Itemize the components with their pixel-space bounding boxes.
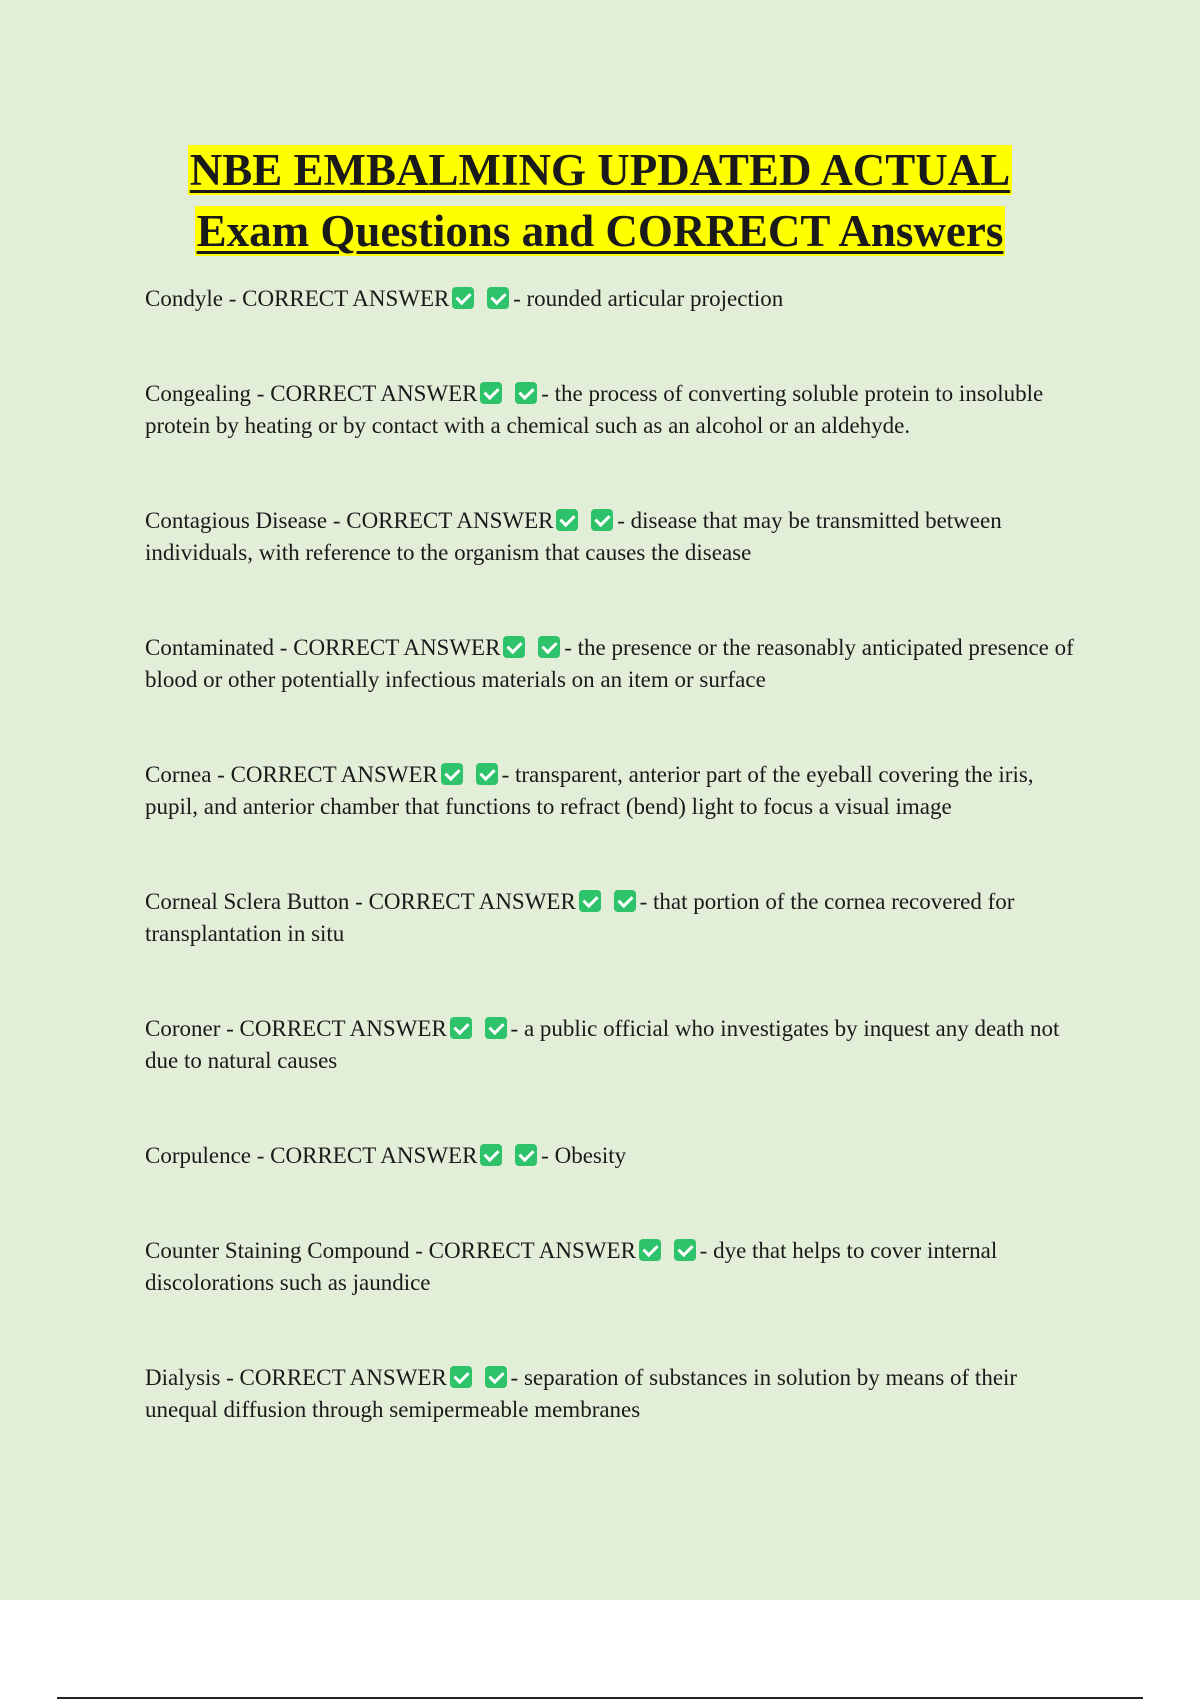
green-checkbox-check-icon	[485, 1017, 507, 1039]
entry-counter-staining-compound	[145, 1235, 1090, 1299]
green-checkbox-check-icon	[503, 636, 525, 658]
entry-definition: - separation of substances in solution by means of their unequal diffusion through semipermeable membranes	[145, 1365, 1018, 1422]
footer-divider	[57, 1697, 1143, 1699]
entry-definition: - the process of converting soluble protein to insoluble protein by heating or by contact with a chemical such as an alcohol or an aldehyde.	[145, 381, 1044, 438]
correct-answer-label: - CORRECT ANSWER	[256, 1143, 478, 1168]
entry-coroner	[145, 1013, 1090, 1077]
green-checkbox-check-icon	[674, 1239, 696, 1261]
correct-answer-label: - CORRECT ANSWER	[415, 1238, 636, 1263]
correct-answer-label: - CORRECT ANSWER	[217, 762, 438, 787]
entry-term: Corneal Sclera Button	[145, 889, 350, 914]
green-checkbox-check-icon	[450, 1017, 472, 1039]
green-checkbox-check-icon	[476, 763, 498, 785]
green-checkbox-check-icon	[487, 287, 509, 309]
entry-list	[145, 283, 1090, 1489]
green-checkbox-check-icon	[515, 382, 537, 404]
entry-definition: - disease that may be transmitted between individuals, with reference to the organism that causes the disease	[145, 508, 1002, 565]
entry-congealing	[145, 378, 1090, 442]
green-checkbox-check-icon	[579, 890, 601, 912]
green-checkbox-check-icon	[639, 1239, 661, 1261]
entry-corneal-sclera-button	[145, 886, 1090, 950]
entry-cornea	[145, 759, 1090, 823]
title-line-2: Exam Questions and CORRECT Answers	[196, 206, 1004, 256]
green-checkbox-check-icon	[556, 509, 578, 531]
entry-term: Contaminated	[145, 635, 275, 660]
correct-answer-label: - CORRECT ANSWER	[332, 508, 554, 533]
correct-answer-label: - CORRECT ANSWER	[228, 286, 450, 311]
document-title	[0, 140, 1200, 262]
correct-answer-label: - CORRECT ANSWER	[226, 1365, 447, 1390]
entry-term: Contagious Disease	[145, 508, 328, 533]
correct-answer-label: - CORRECT ANSWER	[279, 635, 501, 660]
entry-dialysis	[145, 1362, 1090, 1426]
green-checkbox-check-icon	[480, 1144, 502, 1166]
entry-corpulence	[145, 1140, 1090, 1172]
correct-answer-label: - CORRECT ANSWER	[256, 381, 478, 406]
green-checkbox-check-icon	[452, 287, 474, 309]
green-checkbox-check-icon	[515, 1144, 537, 1166]
entry-term: Congealing	[145, 381, 252, 406]
entry-term: Counter Staining Compound	[145, 1238, 410, 1263]
entry-definition: - dye that helps to cover internal discolorations such as jaundice	[145, 1238, 998, 1295]
entry-condyle	[145, 283, 1090, 315]
entry-definition: - a public official who investigates by inquest any death not due to natural causes	[145, 1016, 1060, 1073]
correct-answer-label: - CORRECT ANSWER	[226, 1016, 447, 1041]
correct-answer-label: - CORRECT ANSWER	[355, 889, 576, 914]
entry-definition: - transparent, anterior part of the eyeball covering the iris, pupil, and anterior chamber that functions to refract (bend) light to focus a visual image	[145, 762, 1034, 819]
entry-term: Corpulence	[145, 1143, 252, 1168]
green-checkbox-check-icon	[614, 890, 636, 912]
green-checkbox-check-icon	[441, 763, 463, 785]
entry-term: Condyle	[145, 286, 223, 311]
entry-definition: - the presence or the reasonably anticipated presence of blood or other potentially infectious materials on an item or surface	[145, 635, 1074, 692]
entry-term: Cornea	[145, 762, 212, 787]
green-checkbox-check-icon	[485, 1366, 507, 1388]
green-checkbox-check-icon	[591, 509, 613, 531]
entry-contagious-disease	[145, 505, 1090, 569]
entry-definition: - that portion of the cornea recovered for transplantation in situ	[145, 889, 1015, 946]
title-line-1: NBE EMBALMING UPDATED ACTUAL	[189, 145, 1011, 195]
entry-definition: - Obesity	[541, 1143, 627, 1168]
green-checkbox-check-icon	[480, 382, 502, 404]
entry-definition: - rounded articular projection	[513, 286, 784, 311]
green-checkbox-check-icon	[538, 636, 560, 658]
entry-term: Dialysis	[145, 1365, 221, 1390]
entry-contaminated	[145, 632, 1090, 696]
entry-term: Coroner	[145, 1016, 221, 1041]
green-checkbox-check-icon	[450, 1366, 472, 1388]
